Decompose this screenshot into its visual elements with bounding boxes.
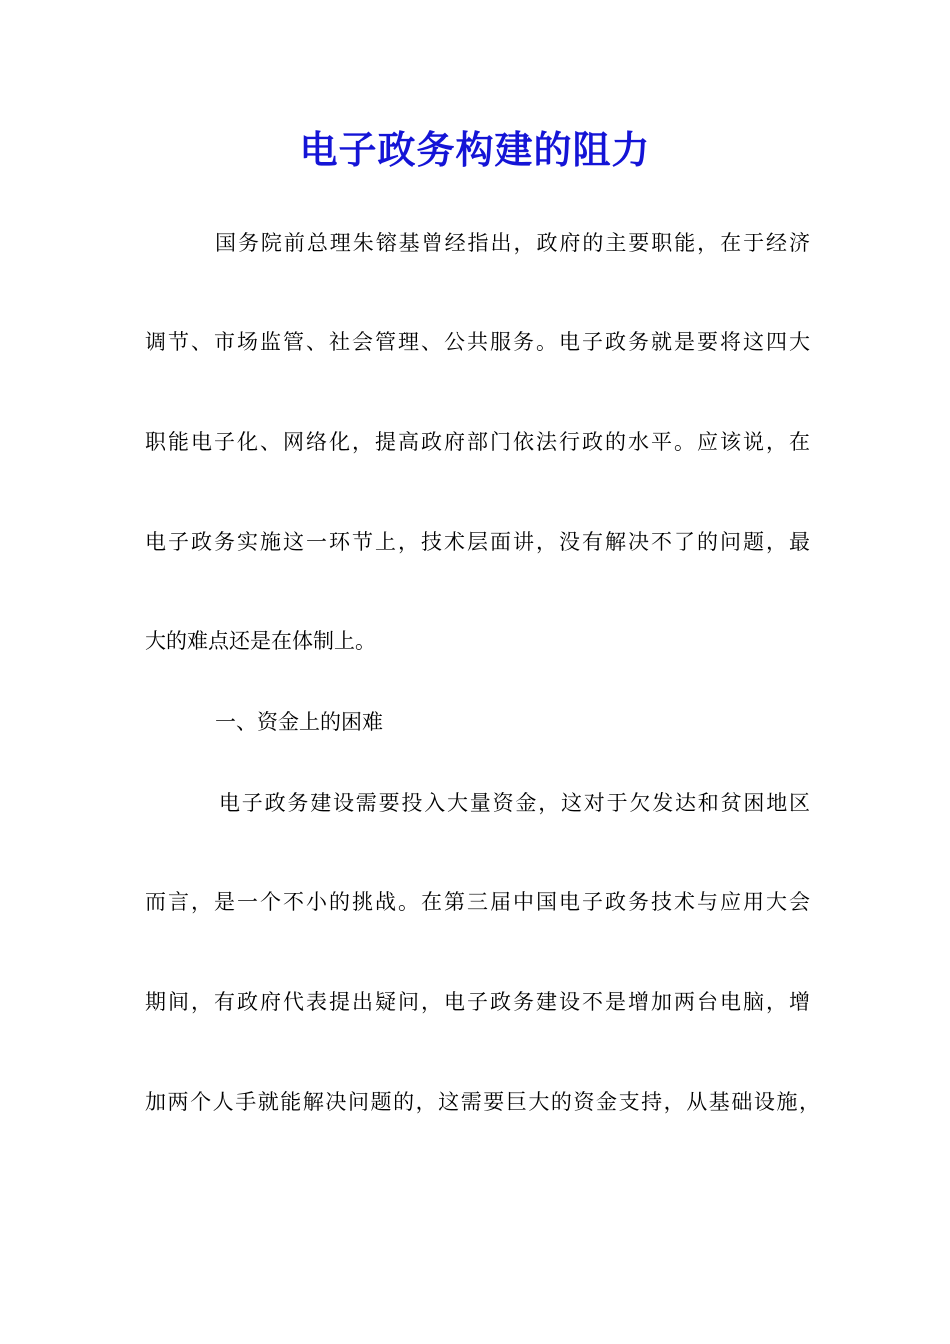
paragraph-line: 职能电子化、网络化，提高政府部门依法行政的水平。应该说，在 bbox=[145, 430, 810, 454]
paragraph-line: 而言，是一个不小的挑战。在第三届中国电子政务技术与应用大会 bbox=[145, 890, 810, 914]
paragraph-line: 电子政务实施这一环节上，技术层面讲，没有解决不了的问题，最 bbox=[145, 530, 810, 554]
section-heading: 一、资金上的困难 bbox=[215, 710, 383, 734]
document-title: 电子政务构建的阻力 bbox=[299, 127, 651, 172]
paragraph-line: 大的难点还是在体制上。 bbox=[145, 629, 376, 653]
paragraph-line: 国务院前总理朱镕基曾经指出，政府的主要职能，在于经济 bbox=[215, 231, 810, 255]
paragraph-line: 期间，有政府代表提出疑问，电子政务建设不是增加两台电脑，增 bbox=[145, 990, 810, 1014]
paragraph-line: 加两个人手就能解决问题的，这需要巨大的资金支持，从基础设施， bbox=[145, 1090, 820, 1114]
paragraph-line: 调节、市场监管、社会管理、公共服务。电子政务就是要将这四大 bbox=[145, 330, 810, 354]
paragraph-line: 电子政务建设需要投入大量资金，这对于欠发达和贫困地区 bbox=[219, 791, 810, 815]
